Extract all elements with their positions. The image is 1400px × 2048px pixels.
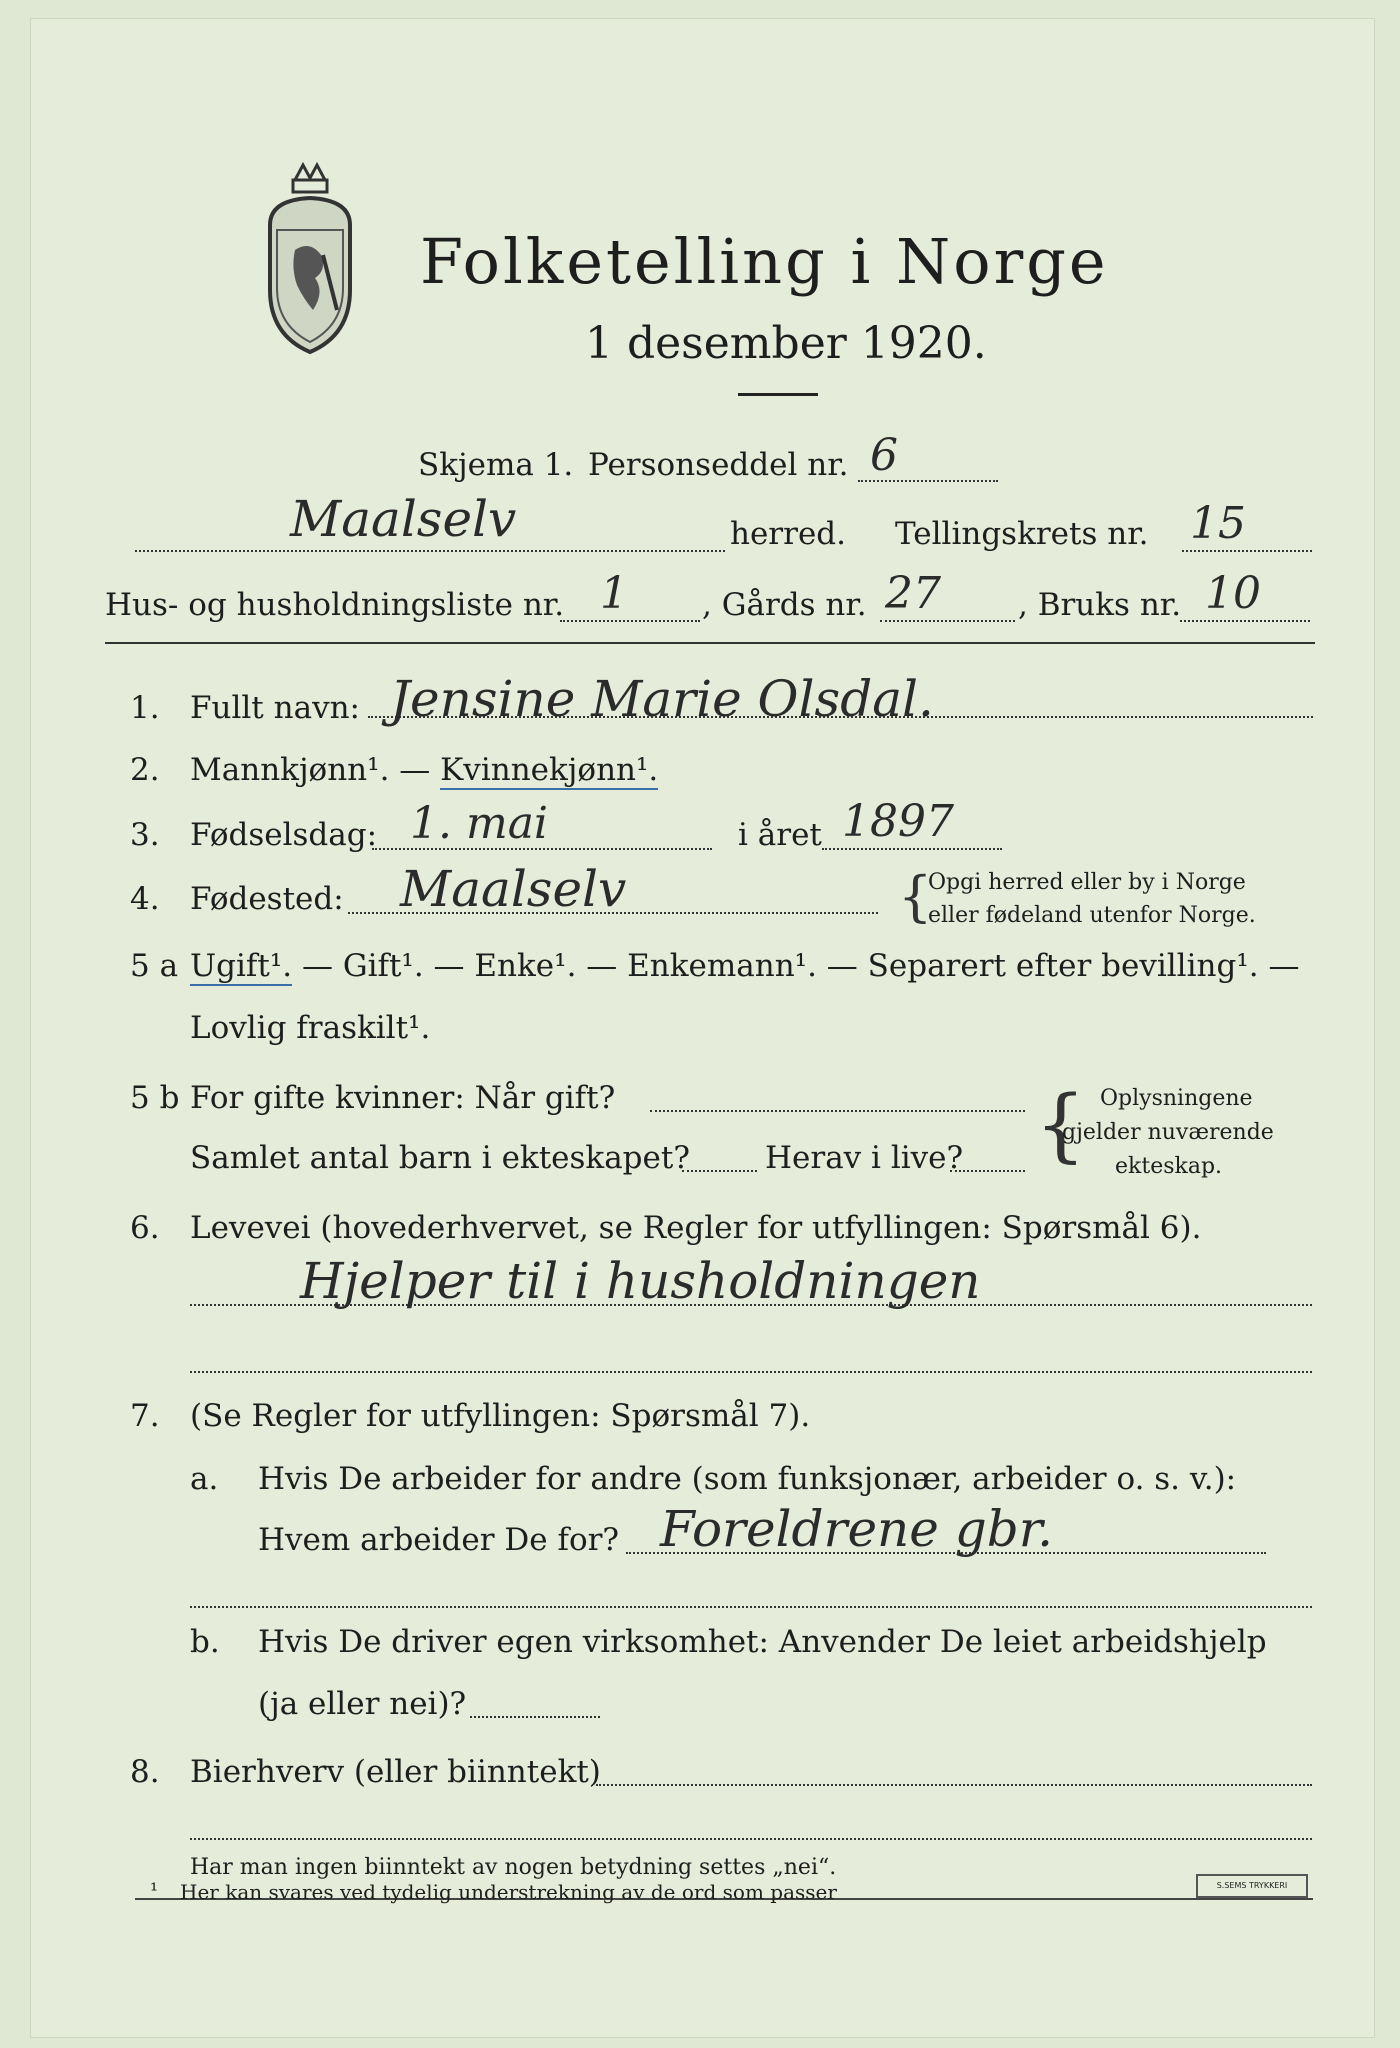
q5b-note-line2: gjelder nuværende — [1062, 1120, 1274, 1145]
herred-value: Maalselv — [290, 490, 517, 548]
full-name-value: Jensine Marie Olsdal. — [390, 670, 934, 728]
birthday-value: 1. mai — [410, 798, 548, 849]
q7b-line2: (ja eller nei)? — [258, 1686, 467, 1722]
q3-year-label: i året — [738, 817, 822, 853]
q2-options — [190, 752, 658, 788]
q7b-line1: Hvis De driver egen virksomhet: Anvender De leiet arbeidshjelp — [258, 1624, 1267, 1660]
bruks-value: 10 — [1205, 568, 1261, 619]
q7-label: (Se Regler for utfyllingen: Spørsmål 7). — [190, 1398, 811, 1434]
bruks-line — [1180, 620, 1310, 622]
q7-number: 7. — [130, 1398, 160, 1434]
q5b-number: 5 b — [130, 1080, 180, 1116]
birth-year-value: 1897 — [842, 796, 954, 847]
q5b-children-line — [682, 1170, 757, 1172]
q5a-line2: Lovlig fraskilt¹. — [190, 1010, 431, 1046]
q1-label: Fullt navn: — [190, 690, 360, 726]
q5b-alive-line — [950, 1170, 1025, 1172]
q3-label: Fødselsdag: — [190, 817, 378, 853]
q4-number: 4. — [130, 881, 160, 917]
q5b-married-line — [650, 1110, 1025, 1112]
footnote-mark: ¹ — [150, 1878, 159, 1902]
employer-value: Foreldrene gbr. — [660, 1500, 1054, 1558]
q4-note-line1: Opgi herred eller by i Norge — [928, 870, 1246, 895]
q4-label: Fødested: — [190, 881, 344, 917]
q7b-answer-line — [470, 1716, 600, 1718]
q6-label: Levevei (hovederhvervet, se Regler for utfyllingen: Spørsmål 6). — [190, 1210, 1202, 1246]
q4-note-line2: eller fødeland utenfor Norge. — [928, 903, 1256, 928]
gards-line — [880, 620, 1015, 622]
footnote-text: Her kan svares ved tydelig understrekning av de ord som passer — [180, 1880, 837, 1904]
birthplace-value: Maalselv — [400, 860, 627, 918]
option-ugift-underlined: Ugift¹. — [190, 948, 293, 984]
tellingskrets-value: 15 — [1190, 498, 1246, 549]
footer-note: Har man ingen biinntekt av nogen betydning settes „nei“. — [190, 1855, 837, 1880]
husliste-line — [560, 620, 700, 622]
option-kvinnekjonn-underlined: Kvinnekjønn¹. — [440, 752, 659, 788]
q5a-other-options: — Gift¹. — Enke¹. — Enkemann¹. — Separert efter bevilling¹. — — [292, 948, 1300, 984]
q7b-letter: b. — [190, 1624, 220, 1660]
occupation-value: Hjelper til i husholdningen — [300, 1252, 981, 1310]
personseddel-label: Personseddel nr. — [588, 447, 849, 483]
census-date: 1 desember 1920. — [585, 318, 987, 369]
q5b-line2b: Herav i live? — [765, 1140, 964, 1176]
q8-number: 8. — [130, 1754, 160, 1790]
q5a-options — [190, 948, 1299, 984]
q7a-line2-dots — [190, 1606, 1312, 1608]
q3-number: 3. — [130, 817, 160, 853]
gards-label: , Gårds nr. — [702, 587, 867, 623]
form-title: Folketelling i Norge — [420, 225, 1109, 298]
q4-brace: { — [898, 865, 933, 928]
q2-number: 2. — [130, 752, 160, 788]
q3-year-line — [822, 848, 1002, 850]
q7a-letter: a. — [190, 1461, 219, 1497]
q5b-line1: For gifte kvinner: Når gift? — [190, 1080, 616, 1116]
q5b-note-line3: ekteskap. — [1115, 1154, 1223, 1179]
norway-coat-of-arms-icon — [255, 160, 365, 360]
printer-stamp-text: S.SEMS TRYKKERI — [1216, 1881, 1288, 1890]
q8-label: Bierhverv (eller biinntekt) — [190, 1754, 601, 1790]
q6-number: 6. — [130, 1210, 160, 1246]
husliste-value: 1 — [600, 568, 628, 619]
q5a-number: 5 a — [130, 948, 179, 984]
tellingskrets-label: Tellingskrets nr. — [895, 516, 1149, 552]
q7a-line2: Hvem arbeider De for? — [258, 1522, 620, 1558]
q1-number: 1. — [130, 690, 160, 726]
q8-line2 — [190, 1838, 1312, 1840]
skjema-label: Skjema 1. — [418, 447, 574, 483]
bruks-label: , Bruks nr. — [1018, 587, 1182, 623]
herred-label: herred. — [730, 516, 846, 552]
q7a-line1: Hvis De arbeider for andre (som funksjonær, arbeider o. s. v.): — [258, 1461, 1237, 1497]
title-rule — [738, 393, 818, 396]
herred-line — [135, 550, 725, 552]
q5b-line2a: Samlet antal barn i ekteskapet? — [190, 1140, 690, 1176]
personseddel-value: 6 — [870, 430, 898, 481]
q8-line — [596, 1784, 1312, 1786]
q6-line2 — [190, 1371, 1312, 1373]
q5b-note-line1: Oplysningene — [1100, 1086, 1253, 1111]
option-mannkjonn: Mannkjønn¹. — — [190, 752, 441, 788]
gards-value: 27 — [885, 568, 941, 619]
printer-stamp — [1196, 1874, 1308, 1898]
husliste-label: Hus- og husholdningsliste nr. — [105, 587, 565, 623]
tellingskrets-line — [1182, 550, 1312, 552]
header-divider — [105, 642, 1315, 644]
q5b-brace: { — [1035, 1078, 1086, 1171]
